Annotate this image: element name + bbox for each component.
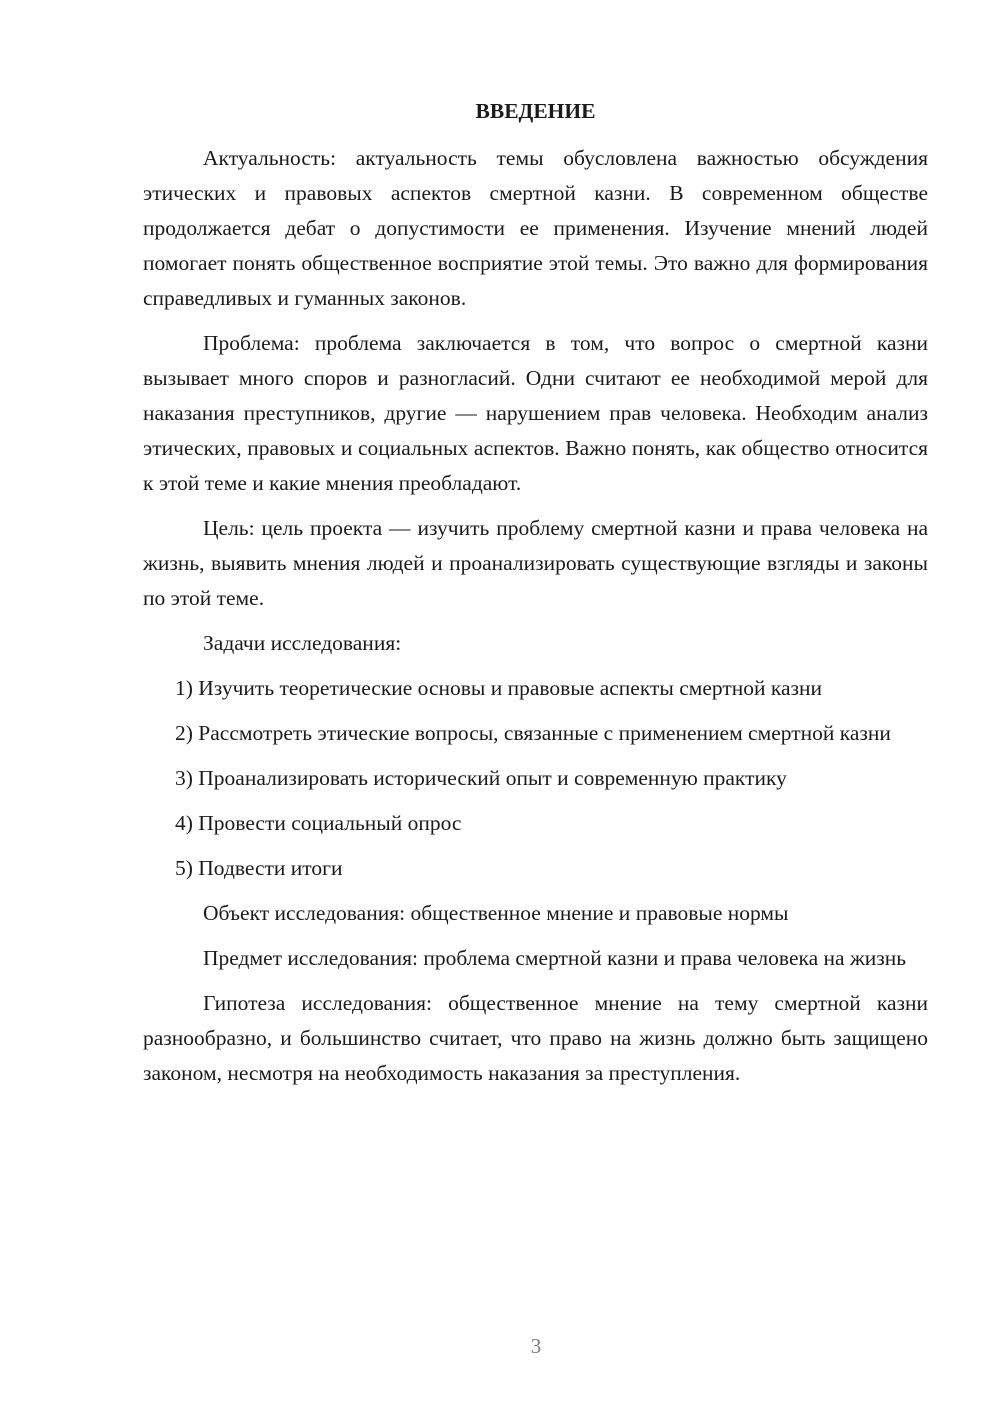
paragraph-object: Объект исследования: общественное мнение и правовые нормы [203,901,789,925]
paragraph-hypothesis: Гипотеза исследования: общественное мнение на тему смертной казни разнообразно, и большинство считает, что право на жизнь должно быть защищено законом, несмотря на необходимость наказания за преступления. [143,991,928,1085]
paragraph-tasks-heading: Задачи исследования: [203,631,402,655]
task-item-5: 5) Подвести итоги [175,856,343,880]
section-title: ВВЕДЕНИЕ [475,99,596,123]
task-item-1: 1) Изучить теоретические основы и правовые аспекты смертной казни [175,676,823,700]
paragraph-problem: Проблема: проблема заключается в том, что вопрос о смертной казни вызывает много споров и разногласий. Одни считают ее необходимой мерой для наказания преступников, другие — нарушением прав человека. Необходим анализ этических, правовых и социальных аспектов. Важно понять, как общество относится к этой теме и какие мнения преобладают. [143,331,928,495]
task-item-3: 3) Проанализировать исторический опыт и современную практику [175,766,787,790]
paragraph-goal: Цель: цель проекта — изучить проблему смертной казни и права человека на жизнь, выявить мнения людей и проанализировать существующие взгляды и законы по этой теме. [143,516,928,610]
page-number: 3 [530,1334,542,1358]
document-page [143,94,928,1101]
paragraph-relevance: Актуальность: актуальность темы обусловлена важностью обсуждения этических и правовых аспектов смертной казни. В современном обществе продолжается дебат о допустимости ее применения. Изучение мнений людей помогает понять общественное восприятие этой темы. Это важно для формирования справедливых и гуманных законов. [143,146,928,310]
paragraph-subject: Предмет исследования: проблема смертной казни и права человека на жизнь [203,946,907,970]
task-item-2: 2) Рассмотреть этические вопросы, связанные с применением смертной казни [175,721,891,745]
task-item-4: 4) Провести социальный опрос [175,811,462,835]
